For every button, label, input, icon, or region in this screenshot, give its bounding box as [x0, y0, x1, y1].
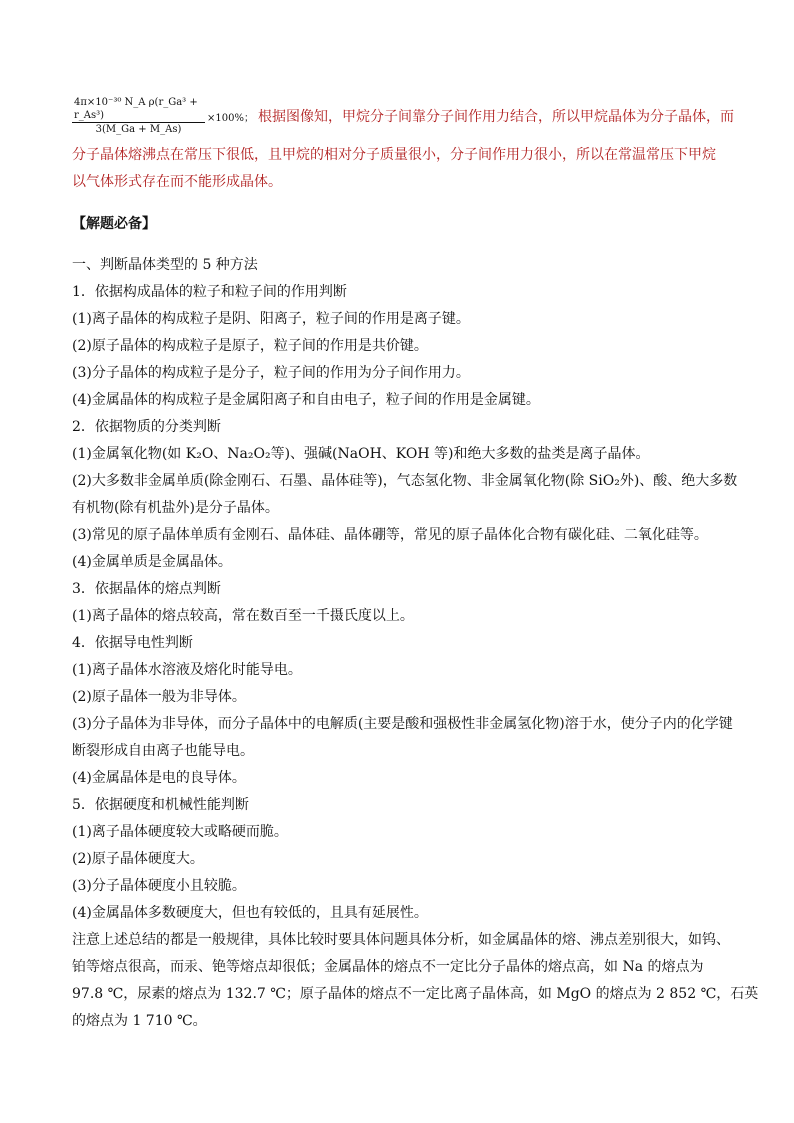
formula-text: 根据图像知，甲烷分子间靠分子间作用力结合，所以甲烷晶体为分子晶体，而: [258, 109, 734, 125]
formula-line: [72, 96, 734, 136]
body-line: (2)原子晶体硬度大。: [72, 851, 204, 867]
body-line: (3)分子晶体为非导体，而分子晶体中的电解质(主要是酸和强极性非金属氢化物)溶于水，使分子内的化学键: [72, 716, 733, 732]
formula-numerator: 4π×10⁻³⁰ N_A ρ(r_Ga³ + r_As³): [72, 96, 205, 123]
body-line: (1)离子晶体水溶液及熔化时能导电。: [72, 662, 302, 678]
body-line: 有机物(除有机盐外)是分子晶体。: [72, 500, 279, 516]
body-line: (3)分子晶体的构成粒子是分子，粒子间的作用为分子间作用力。: [72, 365, 470, 381]
body-text: [72, 252, 759, 1035]
body-line: (3)分子晶体硬度小且较脆。: [72, 878, 246, 894]
formula-denominator: 3(M_Ga + M_As): [95, 124, 182, 135]
body-line: (4)金属晶体多数硬度大，但也有较低的，且具有延展性。: [72, 905, 428, 921]
body-line: (2)原子晶体一般为非导体。: [72, 689, 246, 705]
body-line: (3)常见的原子晶体单质有金刚石、晶体硅、晶体硼等，常见的原子晶体化合物有碳化硅、二氧化硅等。: [72, 527, 708, 543]
body-line: (1)离子晶体的构成粒子是阴、阳离子，粒子间的作用是离子键。: [72, 311, 470, 327]
formula-suffix: ×100%；: [207, 112, 254, 124]
body-line: 5．依据硬度和机械性能判断: [72, 797, 249, 813]
body-line: (4)金属晶体的构成粒子是金属阳离子和自由电子，粒子间的作用是金属键。: [72, 392, 540, 408]
body-line: 铂等熔点很高，而汞、铯等熔点却很低；金属晶体的熔点不一定比分子晶体的熔点高，如 Na 的熔点为: [72, 959, 704, 975]
body-line: (4)金属单质是金属晶体。: [72, 554, 232, 570]
body-line: 1．依据构成晶体的粒子和粒子间的作用判断: [72, 284, 347, 300]
body-line: 一、判断晶体类型的 5 种方法: [72, 257, 258, 273]
body-line: 4．依据导电性判断: [72, 635, 193, 651]
body-line: 注意上述总结的都是一般规律，具体比较时要具体问题具体分析，如金属晶体的熔、沸点差别很大，如钨、: [72, 932, 730, 948]
body-line: (1)离子晶体硬度较大或略硬而脆。: [72, 824, 288, 840]
body-line: (4)金属晶体是电的良导体。: [72, 770, 246, 786]
body-line: (2)原子晶体的构成粒子是原子，粒子间的作用是共价键。: [72, 338, 428, 354]
formula-fraction: [72, 96, 205, 136]
section-title: 【解题必备】: [72, 216, 156, 232]
body-line: 2．依据物质的分类判断: [72, 419, 221, 435]
body-line: 的熔点为 1 710 ℃。: [72, 1013, 207, 1029]
answer-line: 分子晶体熔沸点在常压下很低，且甲烷的相对分子质量很小，分子间作用力很小，所以在常温常压下甲烷: [72, 147, 716, 163]
answer-block: [72, 142, 734, 196]
body-line: 3．依据晶体的熔点判断: [72, 581, 221, 597]
body-line: (1)金属氧化物(如 K₂O、Na₂O₂等)、强碱(NaOH、KOH 等)和绝大多数的盐类是离子晶体。: [72, 446, 650, 462]
body-line: 断裂形成自由离子也能导电。: [72, 743, 254, 759]
answer-line: 以气体形式存在而不能形成晶体。: [72, 174, 282, 190]
body-line: (1)离子晶体的熔点较高，常在数百至一千摄氏度以上。: [72, 608, 414, 624]
body-line: 97.8 ℃，尿素的熔点为 132.7 ℃；原子晶体的熔点不一定比离子晶体高，如 MgO 的熔点为 2 852 ℃，石英: [72, 986, 759, 1002]
body-line: (2)大多数非金属单质(除金刚石、石墨、晶体硅等)，气态氢化物、非金属氧化物(除 SiO₂外)、酸、绝大多数: [72, 473, 738, 489]
